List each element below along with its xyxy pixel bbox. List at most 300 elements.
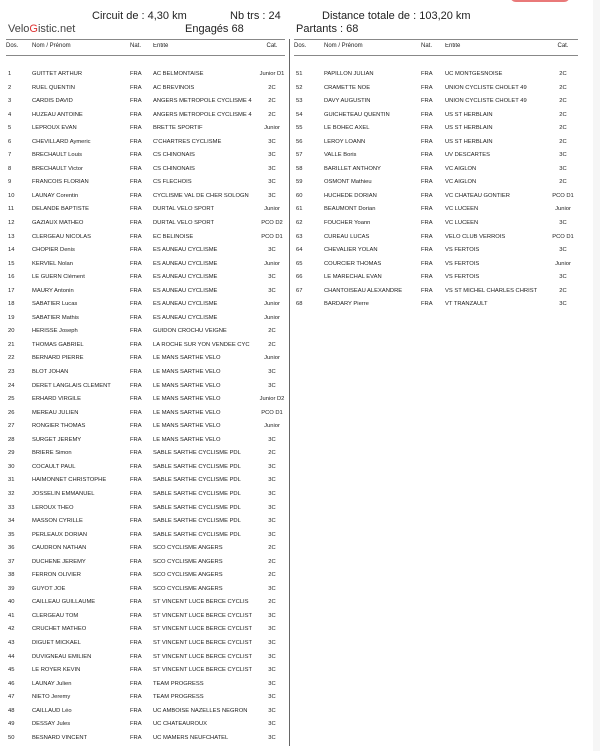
rider-category: 3C [268,165,276,172]
rider-category: 3C [268,667,276,674]
rider-team: ANGERS METROPOLE CYCLISME 4 [153,111,252,118]
rider-team: LE MANS SARTHE VELO [153,436,221,443]
rider-category: 2C [559,179,567,186]
rider-team: AC BELMONTAISE [153,71,204,77]
rider-name: COURCIER THOMAS [324,260,382,267]
rider-bib: 6 [8,138,12,145]
rider-nationality: FRA [130,179,142,186]
rider-category: 3C [268,585,276,592]
table-row [6,203,285,217]
rider-category: 3C [268,680,276,687]
rider-team: BRETTE SPORTIF [153,125,203,132]
rider-nationality: FRA [130,504,142,511]
rider-category: 2C [268,111,276,118]
entries-count: Engagés 68 [185,23,244,35]
rider-team: DURTAL VELO SPORT [153,220,214,227]
rider-name: KERVIEL Nolan [32,260,73,267]
table-row [294,163,578,177]
rider-bib: 32 [8,490,15,497]
rider-nationality: FRA [130,314,142,321]
rider-name: GUYOT JOE [32,585,66,592]
table-row [6,637,285,651]
col-cat: Cat. [266,43,278,49]
rider-bib: 63 [296,233,303,240]
scrollbar[interactable] [593,0,600,751]
table-row [6,244,285,258]
rider-nationality: FRA [421,301,433,308]
rider-nationality: FRA [421,179,433,186]
table-row [6,447,285,461]
rider-team: SABLE SARTHE CYCLISME PDL [153,518,241,525]
rider-category: Junior [555,260,571,267]
rider-bib: 40 [8,599,15,606]
rider-name: DESSAY Jules [32,721,71,728]
rider-bib: 59 [296,179,303,186]
rider-bib: 61 [296,206,303,213]
col-name: Nom / Prénom [32,43,71,49]
rider-category: 3C [268,247,276,254]
rider-nationality: FRA [130,71,142,77]
rider-name: NIETO Jeremy [32,694,71,701]
rider-team: ST VINCENT LUCE BERCE CYCLIST [153,653,252,660]
table-row [6,705,285,719]
rider-name: CHEVILLARD Aymeric [32,138,91,145]
table-row [294,109,578,123]
rider-team: LE MANS SARTHE VELO [153,409,221,416]
table-row [6,82,285,96]
rider-team: ST VINCENT LUCE BERCE CYCLIST [153,626,252,633]
rider-team: US ST HERBLAIN [445,111,493,118]
rider-name: LE BOHEC AXEL [324,125,370,132]
rider-nationality: FRA [130,111,142,118]
rider-team: UNION CYCLISTE CHOLET 49 [445,98,527,105]
rider-nationality: FRA [130,599,142,606]
rider-team: VT TRANZAULT [445,301,488,308]
rider-bib: 65 [296,260,303,267]
rider-name: RONGIER THOMAS [32,423,86,430]
rider-category: 3C [559,165,567,172]
rider-name: OSMONT Mathieu [324,179,372,186]
table-row [6,149,285,163]
rider-category: 3C [268,138,276,145]
rider-bib: 11 [8,206,15,213]
rider-name: JOSSELIN EMMANUEL [32,490,95,497]
rider-nationality: FRA [421,220,433,227]
rider-name: PAPILLON JULIAN [324,71,374,77]
rider-team: LE MANS SARTHE VELO [153,382,221,389]
rider-category: 3C [268,734,276,741]
rider-nationality: FRA [130,667,142,674]
rider-team: ES AUNEAU CYCLISME [153,301,218,308]
rider-bib: 17 [8,287,15,294]
rider-team: SCO CYCLISME ANGERS [153,572,223,579]
table-row [294,231,578,245]
table-row [6,474,285,488]
rider-nationality: FRA [130,369,142,376]
rider-name: BERNARD PIERRE [32,355,84,362]
rider-bib: 12 [8,220,15,227]
rider-category: PCO D1 [552,192,574,199]
table-row [294,95,578,109]
rider-nationality: FRA [130,233,142,240]
rider-name: BEAUMONT Dorian [324,206,376,213]
rider-bib: 57 [296,152,303,159]
rider-name: CRAMETTE NOE [324,84,371,91]
rider-category: 2C [559,98,567,105]
rider-category: 2C [268,599,276,606]
rider-category: 3C [268,274,276,281]
table-row [6,556,285,570]
rider-team: C'CHARTRES CYCLISME [153,138,222,145]
rider-nationality: FRA [130,612,142,619]
rider-category: 2C [268,545,276,552]
table-row [6,488,285,502]
rider-category: Junior [264,260,280,267]
rider-team: VC LUCEEN [445,220,479,227]
rider-nationality: FRA [421,233,433,240]
rider-name: PERLEAUX DORIAN [32,531,88,538]
rider-bib: 14 [8,247,15,254]
rider-nationality: FRA [130,436,142,443]
table-row [6,217,285,231]
rider-bib: 24 [8,382,15,389]
rider-team: TEAM PROGRESS [153,694,204,701]
rider-bib: 67 [296,287,303,294]
rider-name: RUEL QUENTIN [32,84,75,91]
rider-nationality: FRA [421,274,433,281]
col-nat: Nat. [130,43,142,49]
rider-name: MEREAU JULIEN [32,409,79,416]
rider-name: CAILLEAU GUILLAUME [32,599,96,606]
rider-name: CAUDRON NATHAN [32,545,87,552]
rider-name: THOMAS GABRIEL [32,341,84,348]
rider-team: UC CHATEAUROUX [153,721,208,728]
rider-category: 3C [268,287,276,294]
rider-team: CS CHINONAIS [153,152,195,159]
rider-nationality: FRA [130,98,142,105]
col-nat: Nat. [421,43,433,49]
rider-bib: 22 [8,355,15,362]
rider-category: 3C [268,436,276,443]
rider-category: 3C [559,274,567,281]
rider-bib: 39 [8,585,15,592]
rider-name: BARILLET ANTHONY [324,165,381,172]
table-row [6,298,285,312]
rider-category: 2C [268,98,276,105]
table-row [6,325,285,339]
table-row [6,271,285,285]
rider-category: 3C [268,626,276,633]
rider-name: HERISSE Joseph [32,328,78,335]
rider-bib: 10 [8,192,15,199]
rider-category: Junior [264,125,280,132]
rider-name: HUCHEDE DORIAN [324,192,377,199]
rider-bib: 53 [296,98,303,105]
rider-category: Junior [264,314,280,321]
velogistic-logo[interactable] [8,23,75,35]
table-row [294,149,578,163]
rider-team: VS FERTOIS [445,247,480,254]
rider-name: CLERGEAU TOM [32,612,79,619]
rider-bib: 23 [8,369,15,376]
rider-bib: 21 [8,341,15,348]
table-row [294,203,578,217]
rider-name: CHANTOISEAU ALEXANDRE [324,287,403,294]
rider-nationality: FRA [130,450,142,457]
rider-name: LAUNAY Julien [32,680,72,687]
rider-team: ST VINCENT LUCE BERCE CYCLIST [153,667,252,674]
rider-bib: 16 [8,274,15,281]
rider-name: ERHARD VIRGILE [32,396,81,403]
table-row [6,434,285,448]
rider-bib: 68 [296,301,303,308]
rider-category: PCO D2 [261,220,283,227]
rider-nationality: FRA [130,260,142,267]
table-row [6,610,285,624]
rider-category: 3C [268,477,276,484]
rider-name: DELANDE BAPTISTE [32,206,90,213]
rider-team: US ST HERBLAIN [445,125,493,132]
rider-category: 3C [268,192,276,199]
rider-category: 3C [268,612,276,619]
rider-name: MAURY Antonin [32,287,74,294]
table-row [6,407,285,421]
rider-category: Junior D1 [259,71,285,77]
rider-name: BRECHAULT Victor [32,165,83,172]
rider-bib: 44 [8,653,15,660]
rider-category: 2C [268,558,276,565]
rider-team: ES AUNEAU CYCLISME [153,287,218,294]
rider-bib: 58 [296,165,303,172]
rider-category: 2C [268,84,276,91]
rider-category: 2C [559,111,567,118]
table-row [6,109,285,123]
rider-nationality: FRA [130,680,142,687]
rider-category: Junior [264,206,280,213]
rider-team: ES AUNEAU CYCLISME [153,274,218,281]
table-row [294,176,578,190]
table-row [6,136,285,150]
rider-nationality: FRA [130,721,142,728]
rider-team: VC CHATEAU GONTIER [445,192,510,199]
rider-nationality: FRA [130,518,142,525]
logo-text-suffix: istic.net [37,23,76,35]
rider-team: US ST HERBLAIN [445,138,493,145]
rider-team: UC MONTGESNOISE [445,71,503,77]
rider-nationality: FRA [130,585,142,592]
rider-name: MASSON CYRILLE [32,518,83,525]
rider-category: PCO D1 [261,233,283,240]
table-row [294,217,578,231]
table-row [6,718,285,732]
rider-category: 3C [268,721,276,728]
rider-bib: 30 [8,463,15,470]
rider-bib: 43 [8,639,15,646]
table-row [6,95,285,109]
rider-category: Junior [264,355,280,362]
rider-bib: 4 [8,111,12,118]
rider-bib: 20 [8,328,15,335]
rider-nationality: FRA [130,423,142,430]
col-team: Entité [445,43,461,49]
table-row [294,68,578,82]
rider-category: PCO D1 [261,409,283,416]
table-row [294,136,578,150]
table-row [294,271,578,285]
rider-bib: 45 [8,667,15,674]
rider-name: BLOT JOHAN [32,369,69,376]
rider-category: 2C [559,125,567,132]
rider-bib: 31 [8,477,15,484]
table-header [294,39,578,56]
table-row [6,312,285,326]
entries-table-right [294,39,578,312]
rider-team: LE MANS SARTHE VELO [153,396,221,403]
table-body [294,56,578,312]
rider-team: VS FERTOIS [445,274,480,281]
rider-nationality: FRA [130,328,142,335]
table-row [294,298,578,312]
rider-name: FOUCHER Yoann [324,220,371,227]
rider-nationality: FRA [130,409,142,416]
rider-name: LE GUERN Clément [32,274,85,281]
rider-bib: 50 [8,734,15,741]
rider-category: 3C [268,490,276,497]
rider-team: ST VINCENT LUCE BERCE CYCLIS [153,599,249,606]
rider-bib: 2 [8,84,12,91]
rider-name: HUZEAU ANTOINE [32,111,83,118]
rider-name: VALLE Boris [324,152,357,159]
table-row [6,380,285,394]
rider-name: CRUCHET MATHEO [32,626,87,633]
circuit-length: Circuit de : 4,30 km [92,10,187,22]
table-row [6,366,285,380]
rider-bib: 3 [8,98,12,105]
rider-bib: 60 [296,192,303,199]
rider-team: SABLE SARTHE CYCLISME PDL [153,450,241,457]
rider-bib: 9 [8,179,12,186]
rider-name: LEROY LOANN [324,138,366,145]
table-row [294,190,578,204]
rider-team: SABLE SARTHE CYCLISME PDL [153,531,241,538]
rider-bib: 27 [8,423,15,430]
table-row [6,678,285,692]
logo-text-g: G [29,23,38,35]
rider-bib: 48 [8,707,15,714]
rider-team: ST VINCENT LUCE BERCE CYCLIST [153,612,252,619]
rider-nationality: FRA [421,125,433,132]
table-row [6,651,285,665]
rider-bib: 51 [296,71,303,77]
rider-nationality: FRA [130,206,142,213]
rider-name: BRIERE Simon [32,450,72,457]
rider-nationality: FRA [130,558,142,565]
rider-nationality: FRA [130,396,142,403]
rider-bib: 49 [8,721,15,728]
rider-nationality: FRA [130,341,142,348]
rider-bib: 29 [8,450,15,457]
rider-nationality: FRA [130,382,142,389]
rider-category: 3C [268,653,276,660]
rider-nationality: FRA [130,572,142,579]
rider-name: FRANCOIS FLORIAN [32,179,89,186]
table-row [6,732,285,746]
rider-bib: 54 [296,111,303,118]
rider-bib: 33 [8,504,15,511]
table-row [6,515,285,529]
rider-nationality: FRA [130,125,142,132]
rider-name: HAIMONNET CHRISTOPHE [32,477,107,484]
rider-category: 3C [268,382,276,389]
rider-bib: 37 [8,558,15,565]
rider-bib: 55 [296,125,303,132]
rider-team: EC BELINOISE [153,233,194,240]
rider-category: 2C [559,138,567,145]
rider-team: VS FERTOIS [445,260,480,267]
rider-name: BARDARY Pierre [324,301,369,308]
rider-team: SCO CYCLISME ANGERS [153,558,223,565]
table-row [6,502,285,516]
rider-name: CUREAU LUCAS [324,233,370,240]
rider-category: 3C [268,179,276,186]
rider-name: GUITTET ARTHUR [32,71,83,77]
rider-nationality: FRA [130,653,142,660]
rider-nationality: FRA [130,545,142,552]
rider-category: Junior [264,301,280,308]
rider-category: Junior [555,206,571,213]
table-row [6,529,285,543]
rider-team: UC AMBOISE NAZELLES NEGRON [153,707,248,714]
table-row [294,285,578,299]
table-row [6,664,285,678]
rider-bib: 46 [8,680,15,687]
col-dos: Dos. [6,43,19,49]
rider-nationality: FRA [130,247,142,254]
rider-category: 2C [268,341,276,348]
rider-bib: 19 [8,314,15,321]
rider-category: 2C [268,328,276,335]
rider-nationality: FRA [421,111,433,118]
rider-bib: 47 [8,694,15,701]
rider-category: 3C [559,220,567,227]
table-row [6,231,285,245]
rider-nationality: FRA [130,301,142,308]
rider-name: SABATIER Mathis [32,314,79,321]
rider-team: ES AUNEAU CYCLISME [153,314,218,321]
table-row [6,420,285,434]
rider-team: LE MANS SARTHE VELO [153,423,221,430]
rider-nationality: FRA [130,531,142,538]
rider-bib: 25 [8,396,15,403]
rider-category: 3C [559,152,567,159]
table-row [6,176,285,190]
rider-nationality: FRA [421,287,433,294]
rider-team: ES AUNEAU CYCLISME [153,247,218,254]
rider-category: 3C [268,504,276,511]
rider-name: GAZIAUX MATHEO [32,220,84,227]
rider-team: ES AUNEAU CYCLISME [153,260,218,267]
table-row [6,122,285,136]
rider-bib: 36 [8,545,15,552]
rider-bib: 5 [8,125,12,132]
rider-category: Junior [264,423,280,430]
rider-name: CAILLAUD Léo [32,707,72,714]
rider-category: 2C [559,287,567,294]
rider-category: 2C [268,572,276,579]
table-row [6,163,285,177]
rider-nationality: FRA [130,490,142,497]
rider-team: UV DESCARTES [445,152,490,159]
